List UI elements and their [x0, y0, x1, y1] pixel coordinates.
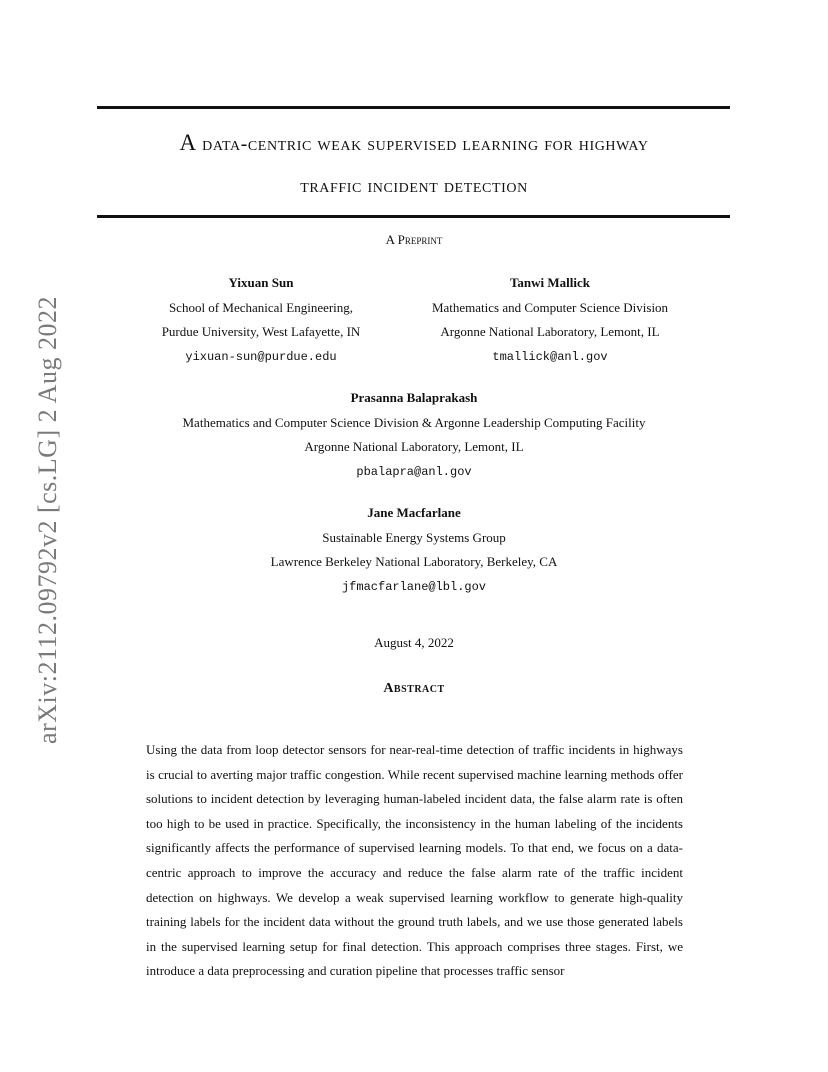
author-name: Yixuan Sun: [228, 275, 294, 290]
abstract-paragraph: Using the data from loop detector sensors for near-real-time detection of traffic incidents in highways is crucial to averting major traffic congestion. While recent supervised machine learning methods offer solutions to incident detection by leveraging human-labeled incident data, the false alarm rate is often too high to be used in practice. Specifically, the inconsistency in the human labeling of the incidents significantly affects the performance of supervised learning models. To that end, we focus on a data-centric approach to improve the accuracy and reduce the false alarm rate of the traffic incident detection on highways. We develop a weak supervised learning workflow to generate high-quality training labels for the incident data without the ground truth labels, and we use those generated labels in the supervised learning setup for final detection. This approach comprises three stages. First, we introduce a data preprocessing and curation pipeline that processes traffic sensor: [146, 742, 683, 979]
author-email[interactable]: jfmacfarlane@lbl.gov: [341, 579, 487, 594]
author-block-4: [0, 501, 828, 599]
author-block-3: [0, 386, 828, 484]
paper-title-line-2: traffic incident detection: [300, 176, 528, 197]
author-affiliation: Argonne National Laboratory, Lemont, IL: [440, 324, 660, 339]
author-block-1: [131, 271, 391, 369]
author-email[interactable]: tmallick@anl.gov: [492, 349, 608, 364]
author-affiliation: Mathematics and Computer Science Division & Argonne Leadership Computing Facility: [182, 414, 646, 430]
author-affiliation: School of Mechanical Engineering,: [168, 299, 354, 315]
paper-title-line-1: [0, 130, 828, 156]
author-email[interactable]: pbalapra@anl.gov: [356, 464, 472, 479]
title-line-1-text: data-centric weak supervised learning for highway: [196, 134, 649, 155]
author-affiliation: Mathematics and Computer Science Division: [431, 299, 669, 315]
abstract-heading: Abstract: [383, 681, 445, 696]
preprint-label: A Preprint: [385, 232, 443, 247]
author-block-2: [420, 271, 680, 369]
top-rule: [97, 106, 730, 109]
author-affiliation: Argonne National Laboratory, Lemont, IL: [304, 439, 524, 454]
title-initial: A: [179, 130, 197, 155]
author-name: Prasanna Balaprakash: [350, 390, 478, 405]
author-email[interactable]: yixuan-sun@purdue.edu: [185, 349, 337, 364]
arxiv-identifier: arXiv:2112.09792v2 [cs.LG] 2 Aug 2022: [33, 296, 62, 744]
author-affiliation: Lawrence Berkeley National Laboratory, Berkeley, CA: [270, 554, 558, 569]
author-affiliation: Purdue University, West Lafayette, IN: [161, 324, 361, 339]
author-name: Jane Macfarlane: [367, 505, 461, 520]
bottom-rule: [97, 215, 730, 218]
publication-date: August 4, 2022: [374, 635, 454, 650]
author-name: Tanwi Mallick: [509, 275, 591, 290]
author-affiliation: Sustainable Energy Systems Group: [322, 529, 506, 545]
abstract-body: [146, 738, 683, 984]
